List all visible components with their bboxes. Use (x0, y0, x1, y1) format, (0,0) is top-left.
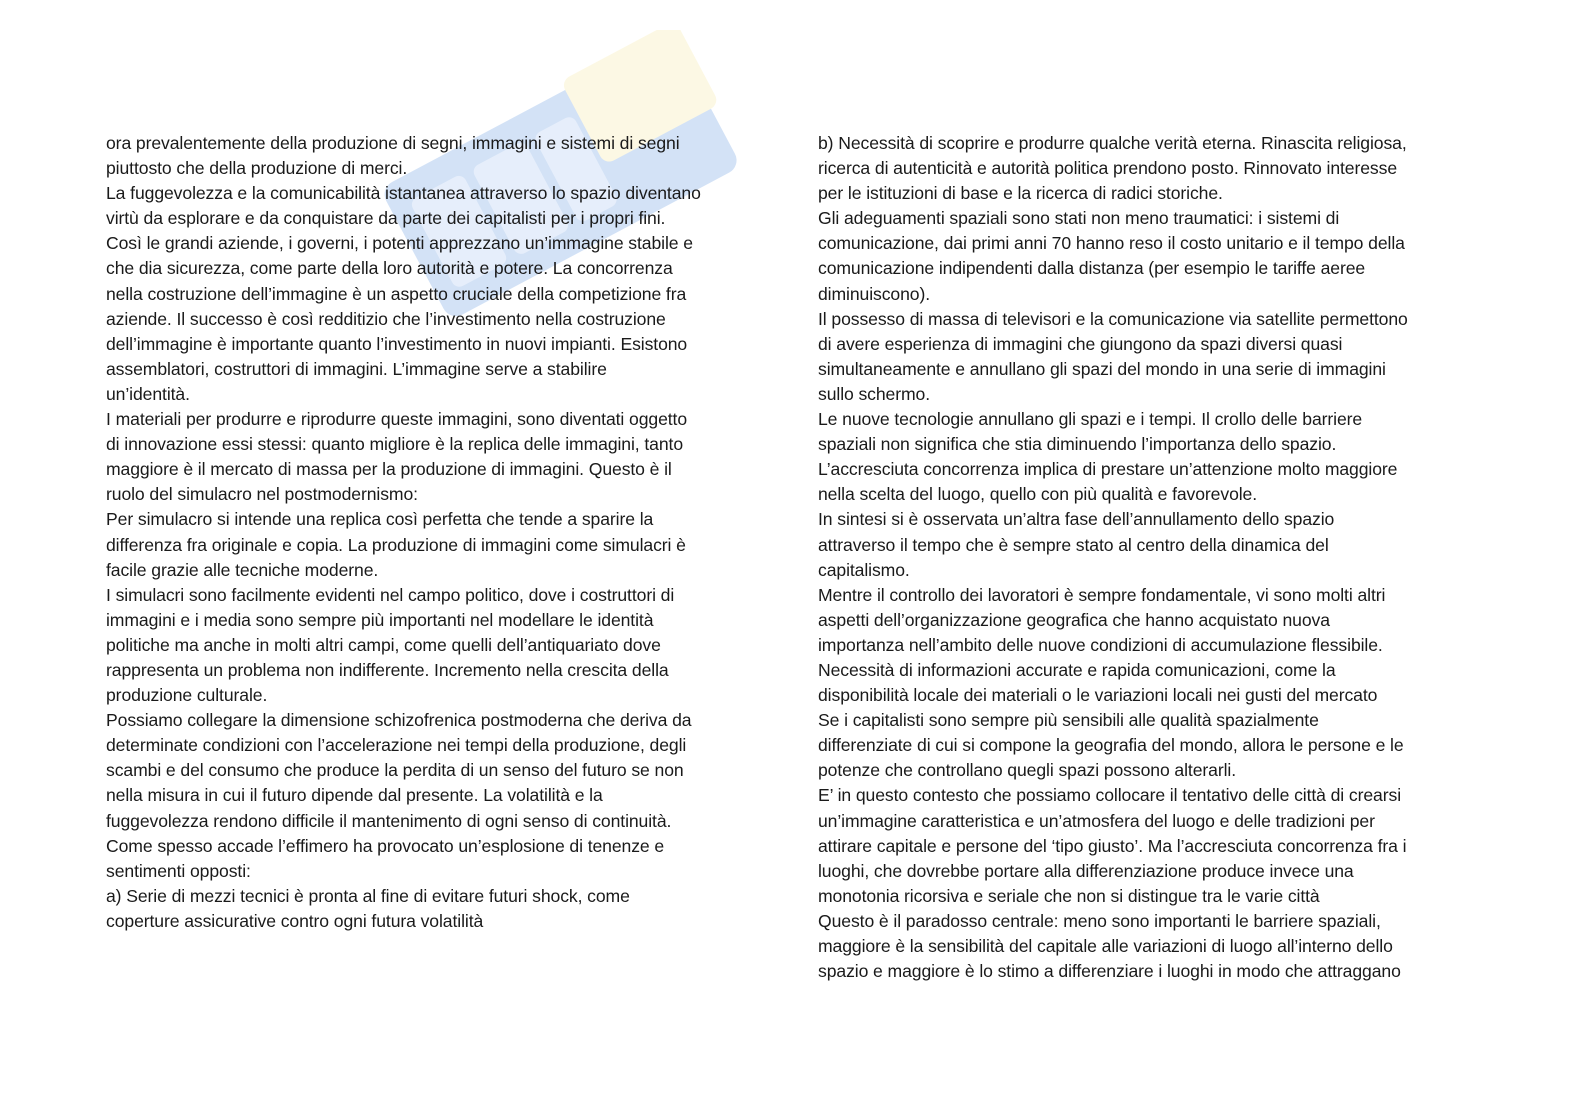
text-line: facile grazie alle tecniche moderne. (106, 559, 379, 580)
text-line: Se i capitalisti sono sempre più sensibili alle qualità spazialmente (818, 710, 1319, 731)
text-line: E’ in questo contesto che possiamo collocare il tentativo delle città di crearsi (818, 785, 1401, 806)
text-line: piuttosto che della produzione di merci. (106, 158, 408, 179)
text-line: differenza fra originale e copia. La produzione di immagini come simulacri è (106, 534, 686, 555)
text-line: determinate condizioni con l’accelerazione nei tempi della produzione, degli (106, 735, 687, 756)
text-line: Come spesso accade l’effimero ha provocato un’esplosione di tenenze e (106, 835, 665, 856)
text-line: In sintesi si è osservata un’altra fase dell’annullamento dello spazio (818, 509, 1335, 530)
text-line: scambi e del consumo che produce la perdita di un senso del futuro se non (106, 760, 684, 781)
text-line: maggiore è la sensibilità del capitale alle variazioni di luogo all’interno dello (818, 936, 1393, 956)
text-line: aspetti dell’organizzazione geografica che hanno acquistato nuova (818, 609, 1330, 630)
text-line: nella scelta del luogo, quello con più qualità e favorevole. (818, 484, 1258, 505)
text-line: comunicazione indipendenti dalla distanza (per esempio le tariffe aeree (818, 258, 1366, 279)
text-line: di avere esperienza di immagini che giungono da spazi diversi quasi (818, 333, 1343, 354)
text-line: b) Necessità di scoprire e produrre qualche verità eterna. Rinascita religiosa, (818, 133, 1407, 153)
text-line: attirare capitale e persone del ‘tipo giusto’. Ma l’accresciuta concorrenza fra i (818, 835, 1407, 856)
text-line: virtù da esplorare e da conquistare da parte dei capitalisti per i propri fini. (106, 208, 666, 229)
text-line: produzione culturale. (106, 685, 268, 706)
right-text-column (818, 131, 1478, 984)
text-line: Le nuove tecnologie annullano gli spazi e i tempi. Il crollo delle barriere (818, 409, 1363, 430)
text-line: nella costruzione dell’immagine è un aspetto cruciale della competizione fra (106, 283, 687, 304)
text-line: fuggevolezza rendono difficile il mantenimento di ogni senso di continuità. (106, 810, 672, 831)
text-line: per le istituzioni di base e la ricerca di radici storiche. (818, 183, 1223, 204)
text-line: che dia sicurezza, come parte della loro autorità e potere. La concorrenza (106, 258, 673, 279)
text-line: Gli adeguamenti spaziali sono stati non meno traumatici: i sistemi di (818, 208, 1340, 229)
text-line: spazio e maggiore è lo stimo a differenziare i luoghi in modo che attraggano (818, 961, 1401, 982)
text-line: I simulacri sono facilmente evidenti nel campo politico, dove i costruttori di (106, 584, 675, 605)
text-line: ora prevalentemente della produzione di segni, immagini e sistemi di segni (106, 133, 680, 153)
text-line: Per simulacro si intende una replica così perfetta che tende a sparire la (106, 509, 654, 530)
text-line: dell’immagine è importante quanto l’investimento in nuovi impianti. Esistono (106, 333, 688, 354)
text-line: Questo è il paradosso centrale: meno sono importanti le barriere spaziali, (818, 910, 1381, 931)
left-text-column (106, 131, 766, 934)
text-line: attraverso il tempo che è sempre stato al centro della dinamica del (818, 534, 1329, 555)
text-line: capitalismo. (818, 559, 910, 580)
text-line: spaziali non significa che stia diminuendo l’importanza dello spazio. (818, 434, 1337, 455)
text-line: L’accresciuta concorrenza implica di prestare un’attenzione molto maggiore (818, 459, 1398, 480)
text-line: comunicazione, dai primi anni 70 hanno reso il costo unitario e il tempo della (818, 233, 1405, 254)
text-line: La fuggevolezza e la comunicabilità istantanea attraverso lo spazio diventano (106, 183, 701, 204)
text-line: ricerca di autenticità e autorità politica prendono posto. Rinnovato interesse (818, 158, 1398, 179)
text-line: politiche ma anche in molti altri campi, come quelli dell’antiquariato dove (106, 634, 661, 655)
text-line: maggiore è il mercato di massa per la produzione di immagini. Questo è il (106, 459, 672, 480)
text-line: nella misura in cui il futuro dipende dal presente. La volatilità e la (106, 785, 603, 806)
text-line: sullo schermo. (818, 383, 931, 404)
text-line: Mentre il controllo dei lavoratori è sempre fondamentale, vi sono molti altri (818, 584, 1386, 605)
text-line: monotonia ricorsiva e seriale che non si distingue tra le varie città (818, 885, 1320, 906)
text-line: un’identità. (106, 383, 190, 404)
text-line: un’immagine caratteristica e un’atmosfera del luogo e delle tradizioni per (818, 810, 1375, 831)
text-line: I materiali per produrre e riprodurre queste immagini, sono diventati oggetto (106, 409, 688, 430)
text-line: aziende. Il successo è così redditizio che l’investimento nella costruzione (106, 308, 666, 329)
text-line: coperture assicurative contro ogni futura volatilità (106, 910, 484, 931)
text-line: assemblatori, costruttori di immagini. L’immagine serve a stabilire (106, 358, 607, 379)
text-line: luoghi, che dovrebbe portare alla differenziazione produce invece una (818, 860, 1354, 881)
text-line: ruolo del simulacro nel postmodernismo: (106, 484, 418, 505)
text-line: rappresenta un problema non indifferente. Incremento nella crescita della (106, 659, 669, 680)
text-line: di innovazione essi stessi: quanto migliore è la replica delle immagini, tanto (106, 434, 684, 455)
text-line: sentimenti opposti: (106, 860, 251, 881)
text-line: Possiamo collegare la dimensione schizofrenica postmoderna che deriva da (106, 710, 692, 731)
text-line: potenze che controllano quegli spazi possono alterarli. (818, 760, 1236, 781)
text-line: Necessità di informazioni accurate e rapida comunicazioni, come la (818, 659, 1336, 680)
text-line: disponibilità locale dei materiali o le variazioni locali nei gusti del mercato (818, 685, 1378, 706)
text-line: importanza nell’ambito delle nuove condizioni di accumulazione flessibile. (818, 634, 1383, 655)
text-line: Il possesso di massa di televisori e la comunicazione via satellite permettono (818, 308, 1408, 329)
text-line: differenziate di cui si compone la geografia del mondo, allora le persone e le (818, 735, 1404, 756)
text-line: a) Serie di mezzi tecnici è pronta al fine di evitare futuri shock, come (106, 885, 630, 906)
text-line: Così le grandi aziende, i governi, i potenti apprezzano un’immagine stabile e (106, 233, 693, 254)
text-line: immagini e i media sono sempre più importanti nel modellare le identità (106, 609, 654, 630)
text-line: diminuiscono). (818, 283, 931, 304)
text-line: simultaneamente e annullano gli spazi del mondo in una serie di immagini (818, 358, 1386, 379)
